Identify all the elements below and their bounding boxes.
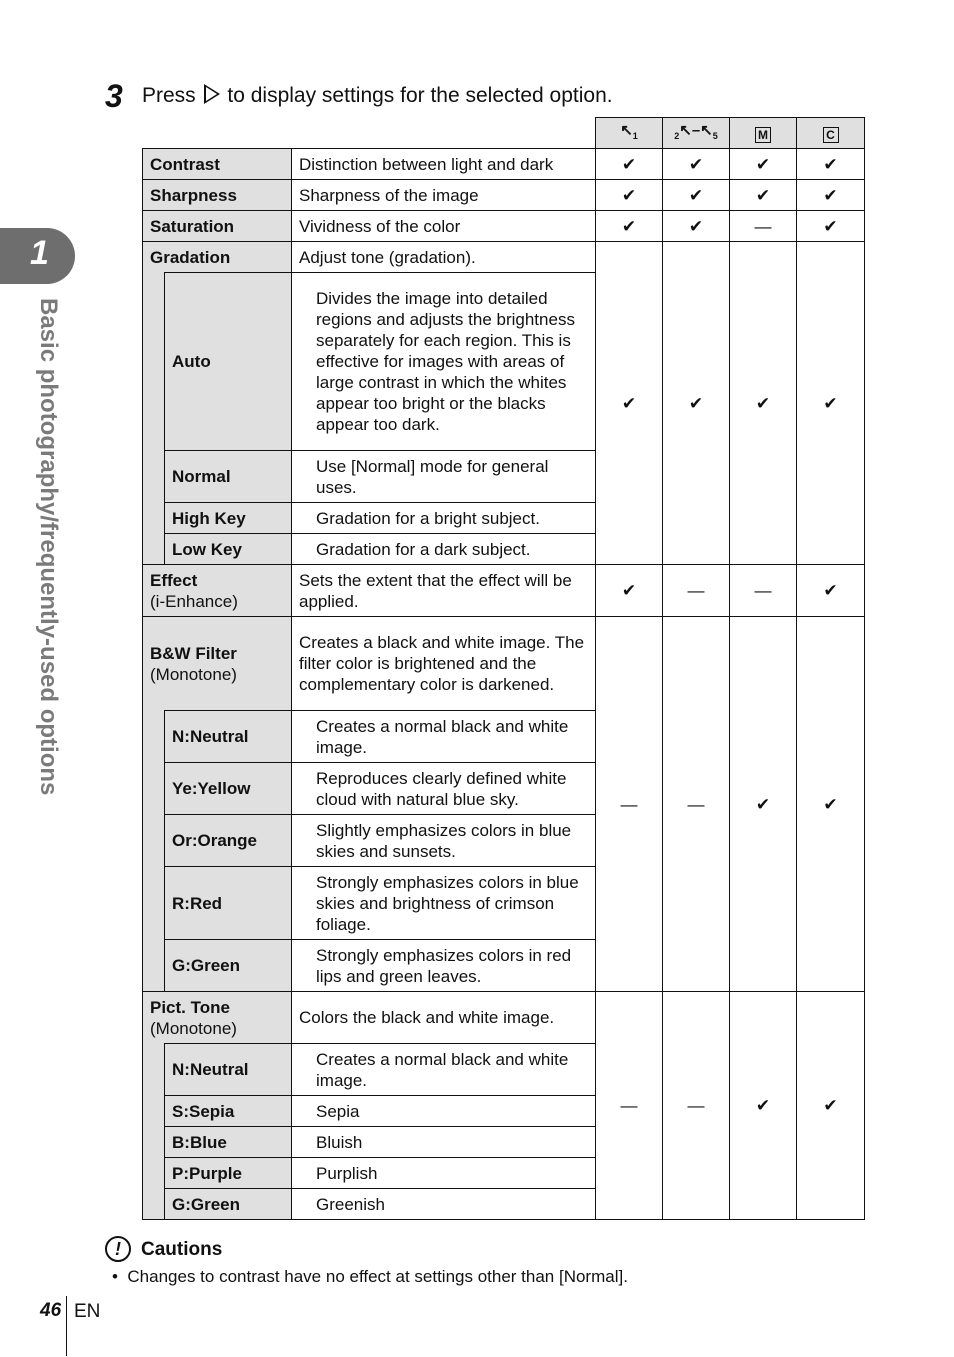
dash-mark: — [663, 992, 730, 1220]
dash-mark: — [596, 617, 663, 992]
check-mark: ✔ [730, 180, 797, 211]
row-label: Contrast [143, 149, 292, 180]
sub-label: P:Purple [165, 1158, 292, 1189]
row-desc: Creates a black and white image. The filter color is brightened and the complementary color is darkened. [292, 617, 596, 711]
row-desc: Vividness of the color [292, 211, 596, 242]
row-label: Pict. Tone (Monotone) [143, 992, 292, 1044]
sub-desc: Gradation for a bright subject. [292, 503, 596, 534]
row-desc: Colors the black and white image. [292, 992, 596, 1044]
dash-mark: — [663, 617, 730, 992]
sub-desc: Divides the image into detailed regions and adjusts the brightness separately for each region. This is effective for images with areas of large contrast in which the whites appear too bright or the blacks appear too dark. [292, 273, 596, 451]
row-desc: Adjust tone (gradation). [292, 242, 596, 273]
table-row [143, 180, 865, 211]
page-language: EN [74, 1301, 101, 1322]
check-mark: ✔ [797, 242, 865, 565]
check-mark: ✔ [730, 149, 797, 180]
sub-desc: Use [Normal] mode for general uses. [292, 451, 596, 503]
settings-table [142, 117, 865, 1220]
table-row [143, 242, 865, 273]
sub-desc: Creates a normal black and white image. [292, 711, 596, 763]
sub-desc: Creates a normal black and white image. [292, 1044, 596, 1096]
check-mark: ✔ [596, 242, 663, 565]
dash-mark: — [663, 565, 730, 617]
sub-label: N:Neutral [165, 711, 292, 763]
sub-desc: Gradation for a dark subject. [292, 534, 596, 565]
check-mark: ✔ [797, 617, 865, 992]
mode-m-icon: M [755, 127, 771, 143]
row-desc: Sets the extent that the effect will be applied. [292, 565, 596, 617]
row-label: Sharpness [143, 180, 292, 211]
sub-label: Ye:Yellow [165, 763, 292, 815]
table-header [143, 118, 865, 149]
table-row [143, 617, 865, 711]
check-mark: ✔ [596, 565, 663, 617]
col-header-i-auto-2-5 [663, 118, 730, 149]
cautions-title: Cautions [141, 1239, 223, 1260]
check-mark: ✔ [663, 211, 730, 242]
i-auto-1-icon: $↖_1$ [620, 122, 638, 141]
sub-label: Normal [165, 451, 292, 503]
dash-mark: — [730, 565, 797, 617]
i-auto-2-5-icon: $_2↖-↖_5$ [674, 122, 718, 141]
check-mark: ✔ [663, 180, 730, 211]
right-arrow-icon [204, 84, 220, 104]
sub-desc: Strongly emphasizes colors in red lips and green leaves. [292, 940, 596, 992]
caution-note: • Changes to contrast have no effect at settings other than [Normal]. [112, 1267, 628, 1286]
sub-label: N:Neutral [165, 1044, 292, 1096]
check-mark: ✔ [797, 992, 865, 1220]
check-mark: ✔ [663, 149, 730, 180]
sub-desc: Reproduces clearly defined white cloud with natural blue sky. [292, 763, 596, 815]
sub-desc: Slightly emphasizes colors in blue skies and sunsets. [292, 815, 596, 867]
indent-spacer [143, 1044, 165, 1220]
row-label: Saturation [143, 211, 292, 242]
row-label: B&W Filter (Monotone) [143, 617, 292, 711]
indent-spacer [143, 711, 165, 992]
check-mark: ✔ [730, 617, 797, 992]
sub-label: B:Blue [165, 1127, 292, 1158]
check-mark: ✔ [596, 180, 663, 211]
sub-label: Or:Orange [165, 815, 292, 867]
check-mark: ✔ [663, 242, 730, 565]
check-mark: ✔ [596, 149, 663, 180]
sub-label: High Key [165, 503, 292, 534]
check-mark: ✔ [730, 992, 797, 1220]
sub-desc: Purplish [292, 1158, 596, 1189]
indent-spacer [143, 273, 165, 565]
page-number: 46 [40, 1300, 62, 1321]
row-desc: Sharpness of the image [292, 180, 596, 211]
check-mark: ✔ [797, 211, 865, 242]
chapter-number: 1 [30, 234, 49, 272]
col-header-c [797, 118, 865, 149]
sub-label: Auto [165, 273, 292, 451]
table-row [143, 992, 865, 1044]
mode-c-icon: C [823, 127, 839, 143]
col-header-m [730, 118, 797, 149]
row-label: Gradation [143, 242, 292, 273]
check-mark: ✔ [596, 211, 663, 242]
table-row [143, 149, 865, 180]
sub-label: S:Sepia [165, 1096, 292, 1127]
check-mark: ✔ [797, 180, 865, 211]
check-mark: ✔ [797, 565, 865, 617]
sub-desc: Sepia [292, 1096, 596, 1127]
sub-desc: Bluish [292, 1127, 596, 1158]
sub-label: G:Green [165, 940, 292, 992]
step-instruction: Press to display settings for the selected option. [142, 84, 613, 107]
caution-icon: ! [105, 1236, 131, 1262]
check-mark: ✔ [797, 149, 865, 180]
row-desc: Distinction between light and dark [292, 149, 596, 180]
col-header-i-auto-1 [596, 118, 663, 149]
sub-label: Low Key [165, 534, 292, 565]
sub-desc: Greenish [292, 1189, 596, 1220]
footer-divider [66, 1296, 67, 1356]
chapter-title: Basic photography/frequently-used options [35, 298, 62, 796]
dash-mark: — [596, 992, 663, 1220]
table-row [143, 565, 865, 617]
table-row [143, 211, 865, 242]
sub-label: R:Red [165, 867, 292, 940]
dash-mark: — [730, 211, 797, 242]
sub-desc: Strongly emphasizes colors in blue skies and brightness of crimson foliage. [292, 867, 596, 940]
check-mark: ✔ [730, 242, 797, 565]
row-label: Effect (i-Enhance) [143, 565, 292, 617]
sub-label: G:Green [165, 1189, 292, 1220]
step-number: 3 [105, 78, 123, 114]
